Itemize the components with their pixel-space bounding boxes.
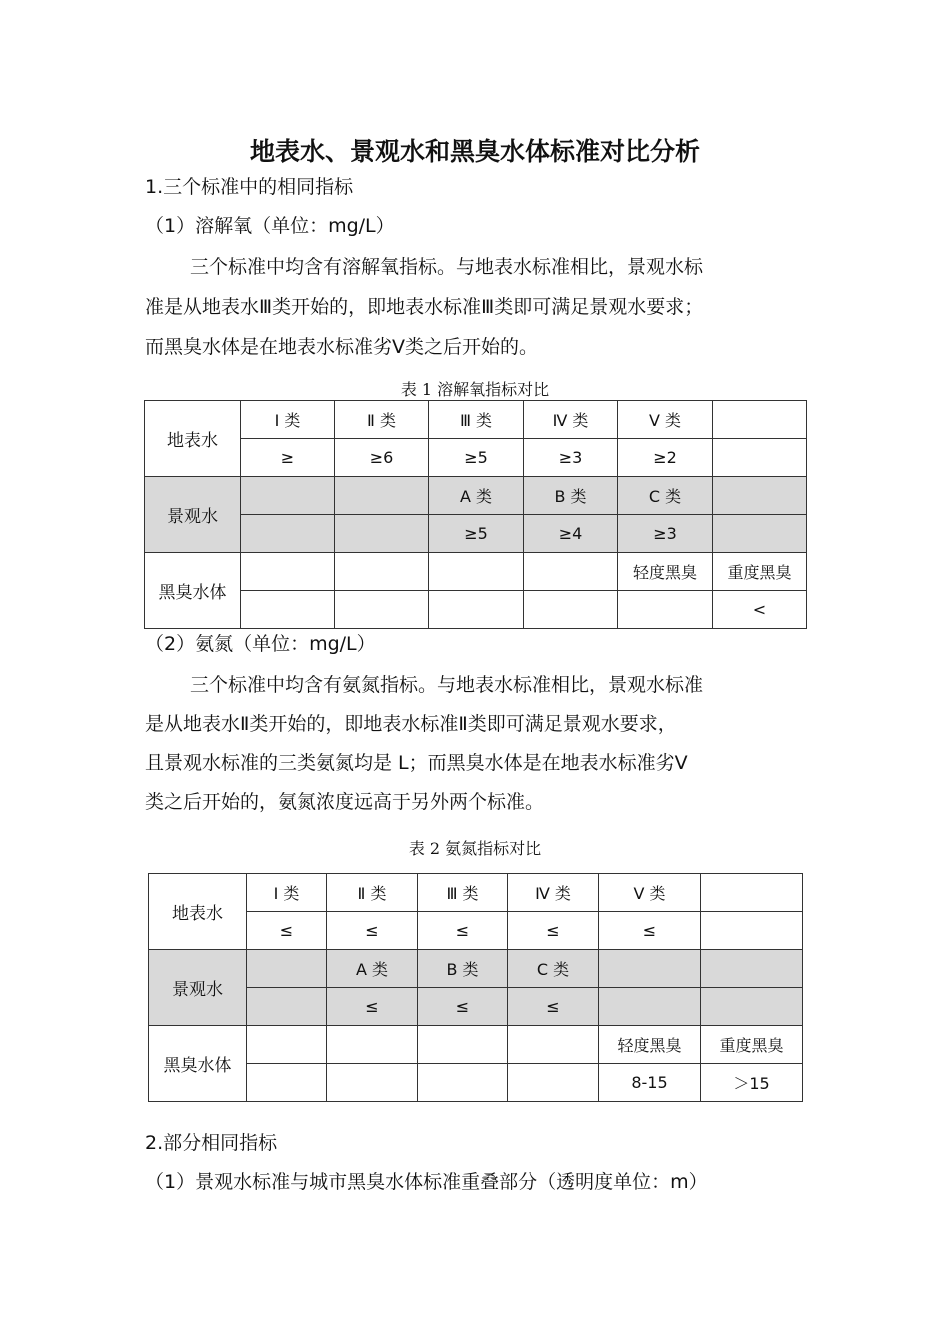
- table-cell: ≤: [247, 912, 327, 950]
- table-cell: Ⅳ 类: [524, 401, 618, 439]
- table-cell: [247, 1026, 327, 1064]
- table-cell: Ⅰ 类: [247, 874, 327, 912]
- table-cell: ≤: [327, 988, 418, 1026]
- para-2-line-1: 三个标准中均含有氨氮指标。与地表水标准相比，景观水标准: [190, 674, 704, 696]
- table-cell: Ⅱ 类: [327, 874, 418, 912]
- table-2-caption: 表 2 氨氮指标对比: [408, 839, 542, 858]
- table-cell: 轻度黑臭: [618, 553, 713, 591]
- table-cell: [241, 591, 335, 629]
- table-cell: [335, 477, 429, 515]
- table-cell: [429, 553, 524, 591]
- table-cell: [701, 874, 803, 912]
- table-cell: ≤: [418, 912, 508, 950]
- table-1-caption: 表 1 溶解氧指标对比: [400, 380, 550, 399]
- document-title: 地表水、景观水和黑臭水体标准对比分析: [249, 137, 700, 166]
- table-cell: <: [713, 591, 807, 629]
- table-cell: [713, 439, 807, 477]
- table-cell: [524, 591, 618, 629]
- table-cell: [618, 591, 713, 629]
- para-2-line-4: 类之后开始的，氨氮浓度远高于另外两个标准。: [145, 791, 545, 813]
- table-cell: [599, 950, 701, 988]
- table-cell: 8-15: [599, 1064, 701, 1102]
- table-cell: [241, 515, 335, 553]
- table-cell: B 类: [524, 477, 618, 515]
- table-cell: [327, 1064, 418, 1102]
- section-1-1-heading: （1）溶解氧（单位：mg/L）: [145, 215, 395, 237]
- row-label-surface-water: 地表水: [149, 874, 247, 950]
- table-cell: ≥3: [524, 439, 618, 477]
- table-cell: ≤: [418, 988, 508, 1026]
- section-2-heading: 2.部分相同指标: [145, 1132, 278, 1154]
- section-1-heading: 1.三个标准中的相同指标: [145, 176, 354, 198]
- table-cell: ≥2: [618, 439, 713, 477]
- para-1-line-3: 而黑臭水体是在地表水标准劣Ⅴ类之后开始的。: [145, 336, 538, 358]
- row-label-landscape-water: 景观水: [145, 477, 241, 553]
- table-cell: [418, 1064, 508, 1102]
- table-cell: [327, 1026, 418, 1064]
- table-cell: [418, 1026, 508, 1064]
- table-cell: [241, 477, 335, 515]
- table-cell: [701, 912, 803, 950]
- table-cell: ≥3: [618, 515, 713, 553]
- table-cell: [508, 1026, 599, 1064]
- table-cell: [335, 515, 429, 553]
- table-cell: Ⅱ 类: [335, 401, 429, 439]
- para-2-line-2: 是从地表水Ⅱ类开始的，即地表水标准Ⅱ类即可满足景观水要求，: [145, 713, 677, 735]
- para-2-line-3: 且景观水标准的三类氨氮均是 L；而黑臭水体是在地表水标准劣Ⅴ: [145, 752, 688, 774]
- table-cell: Ⅴ 类: [618, 401, 713, 439]
- table-cell: 重度黑臭: [701, 1026, 803, 1064]
- table-cell: ≥6: [335, 439, 429, 477]
- table-cell: [713, 515, 807, 553]
- row-label-surface-water: 地表水: [145, 401, 241, 477]
- table-cell: [429, 591, 524, 629]
- table-cell: 轻度黑臭: [599, 1026, 701, 1064]
- table-cell: [599, 988, 701, 1026]
- table-cell: [247, 950, 327, 988]
- table-cell: [508, 1064, 599, 1102]
- table-cell: A 类: [429, 477, 524, 515]
- table-cell: Ⅲ 类: [418, 874, 508, 912]
- table-cell: [241, 553, 335, 591]
- table-cell: ≥: [241, 439, 335, 477]
- table-cell: [701, 988, 803, 1026]
- table-cell: [713, 401, 807, 439]
- table-cell: [335, 553, 429, 591]
- table-cell: B 类: [418, 950, 508, 988]
- para-1-line-1: 三个标准中均含有溶解氧指标。与地表水标准相比，景观水标: [190, 256, 704, 278]
- table-cell: Ⅲ 类: [429, 401, 524, 439]
- table-cell: ≤: [599, 912, 701, 950]
- para-1-line-2: 准是从地表水Ⅲ类开始的，即地表水标准Ⅲ类即可满足景观水要求；: [145, 296, 704, 318]
- table-cell: ≤: [508, 912, 599, 950]
- row-label-black-odorous-water: 黑臭水体: [145, 553, 241, 629]
- table-cell: ＞15: [701, 1064, 803, 1102]
- table-cell: ≥5: [429, 515, 524, 553]
- table-cell: [701, 950, 803, 988]
- table-cell: 重度黑臭: [713, 553, 807, 591]
- table-cell: [247, 1064, 327, 1102]
- table-cell: [247, 988, 327, 1026]
- row-label-black-odorous-water: 黑臭水体: [149, 1026, 247, 1102]
- table-cell: Ⅳ 类: [508, 874, 599, 912]
- table-cell: A 类: [327, 950, 418, 988]
- table-cell: ≤: [508, 988, 599, 1026]
- table-cell: [524, 553, 618, 591]
- table-cell: C 类: [508, 950, 599, 988]
- table-cell: ≥5: [429, 439, 524, 477]
- section-1-2-heading: （2）氨氮（单位：mg/L）: [145, 633, 376, 655]
- table-dissolved-oxygen: [144, 400, 807, 629]
- table-cell: ≥4: [524, 515, 618, 553]
- table-cell: [713, 477, 807, 515]
- table-cell: ≤: [327, 912, 418, 950]
- table-cell: C 类: [618, 477, 713, 515]
- table-cell: [335, 591, 429, 629]
- table-cell: Ⅴ 类: [599, 874, 701, 912]
- table-ammonia-nitrogen: [148, 873, 803, 1102]
- row-label-landscape-water: 景观水: [149, 950, 247, 1026]
- table-cell: Ⅰ 类: [241, 401, 335, 439]
- section-2-1-heading: （1）景观水标准与城市黑臭水体标准重叠部分（透明度单位：m）: [145, 1171, 708, 1193]
